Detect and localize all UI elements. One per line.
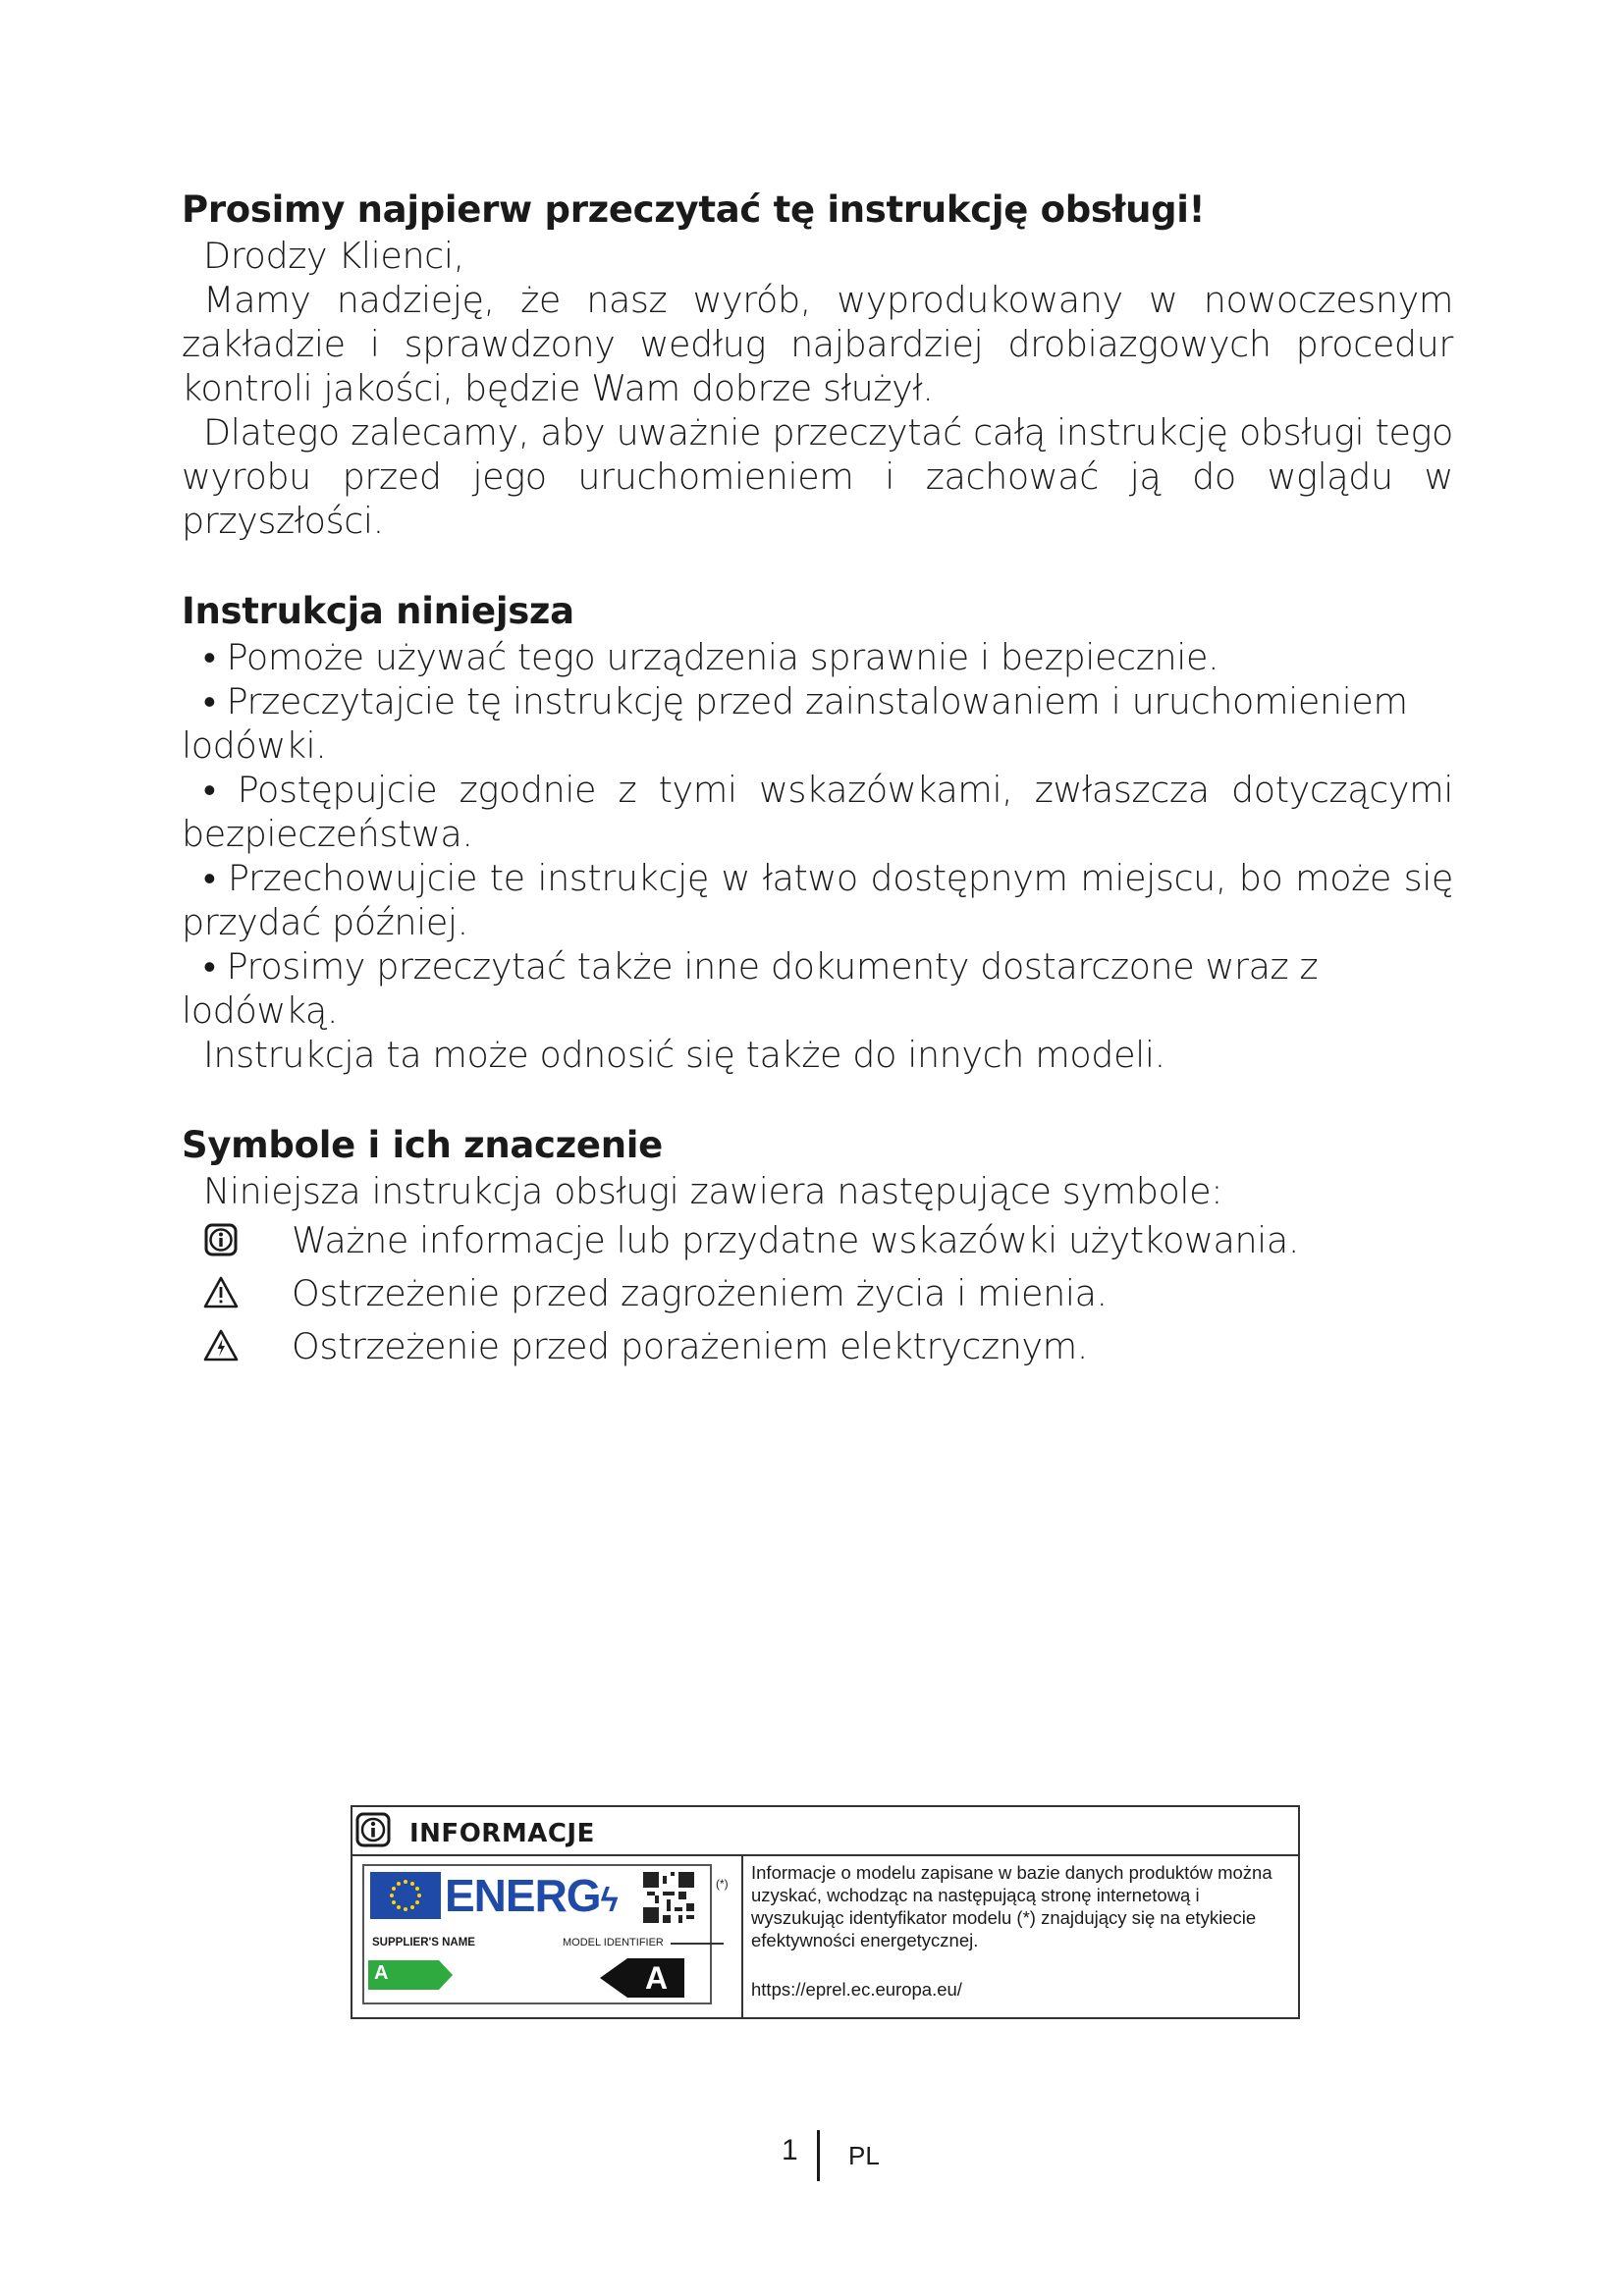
- warning-icon: [182, 1275, 292, 1310]
- intro-paragraph-2: Dlatego zalecamy, aby uważnie przeczytać całą instrukcję obsługi tego wyrobu przed jego uruchomieniem i zachować ją do wglądu w przyszłości.: [182, 411, 1453, 542]
- info-icon: [182, 1222, 292, 1257]
- energy-class-indicator: [600, 1958, 684, 1998]
- energy-class-small: A: [374, 1962, 389, 1984]
- instruction-bullet: • Prosimy przeczytać także inne dokumenty dostarczone wraz z lodówką.: [182, 945, 1319, 1032]
- symbol-text: Ważne informacje lub przydatne wskazówki użytkowania.: [292, 1218, 1300, 1261]
- language-code: PL: [848, 2141, 880, 2170]
- symbol-row-electric: [182, 1319, 1453, 1372]
- info-box-title: INFORMACJE: [409, 1819, 595, 1848]
- instruction-note: Instrukcja ta może odnosić się także do innych modeli.: [203, 1034, 1165, 1076]
- instruction-bullet: • Postępujcie zgodnie z tymi wskazówkami, zwłaszcza dotyczącymi bezpieczeństwa.: [182, 769, 1453, 855]
- energy-class-big: A: [645, 1960, 669, 1996]
- symbol-text: Ostrzeżenie przed porażeniem elektrycznym.: [292, 1324, 1088, 1367]
- intro-paragraph-1: Mamy nadzieję, że nasz wyrób, wyprodukowany w nowoczesnym zakładzie i sprawdzony według najbardziej drobiazgowych procedur kontroli jakości, będzie Wam dobrze służył.: [182, 279, 1453, 409]
- symbol-row-info: [182, 1213, 1453, 1266]
- page-number: 1: [782, 2134, 798, 2166]
- symbols-heading: Symbole i ich znaczenie: [182, 1124, 663, 1166]
- electric-warning-icon: [182, 1328, 292, 1363]
- instruction-bullet: • Pomoże używać tego urządzenia sprawnie i bezpiecznie.: [203, 636, 1219, 678]
- instruction-bullet: • Przechowujcie te instrukcję w łatwo dostępnym miejscu, bo może się przydać później.: [182, 857, 1453, 943]
- instruction-bullet: • Przeczytajcie tę instrukcję przed zainstalowaniem i uruchomieniem lodówki.: [182, 680, 1408, 767]
- supplier-name: SUPPLIER'S NAME: [372, 1937, 475, 1949]
- info-box-header: [352, 1807, 1298, 1856]
- info-box-divider: [741, 1856, 743, 2019]
- symbols-intro: Niniejsza instrukcja obsługi zawiera następujące symbole:: [203, 1170, 1223, 1212]
- model-identifier: MODEL IDENTIFIER: [563, 1937, 664, 1949]
- symbol-row-warning: [182, 1266, 1453, 1319]
- footer-divider: [817, 2130, 820, 2181]
- symbol-text: Ostrzeżenie przed zagrożeniem życia i mienia.: [292, 1271, 1108, 1314]
- qr-code-icon: [643, 1872, 694, 1923]
- energy-label-brand: ENERGϟ: [445, 1870, 618, 1921]
- info-description: Informacje o modelu zapisane w bazie danych produktów można uzyskać, wchodząc na następującą stronę internetową i wyszukując identyfikator modelu (*) znajdujący się na etykiecie efektywności energetycznej.: [751, 1862, 1272, 1950]
- eu-flag-icon: [370, 1872, 441, 1919]
- energy-label-sample: [362, 1864, 712, 2004]
- arrow-line: [671, 1943, 724, 1945]
- page-footer: [0, 2128, 1624, 2187]
- instructions-heading: Instrukcja niniejsza: [182, 590, 574, 632]
- greeting: Drodzy Klienci,: [203, 235, 464, 277]
- model-star-note: (*): [716, 1877, 729, 1891]
- manual-content: [182, 187, 1453, 1372]
- eprel-link[interactable]: https://eprel.ec.europa.eu/: [751, 1979, 962, 2000]
- intro-heading: Prosimy najpierw przeczytać tę instrukcję obsługi!: [182, 188, 1206, 231]
- info-icon: [355, 1812, 391, 1847]
- information-box: [351, 1805, 1300, 2019]
